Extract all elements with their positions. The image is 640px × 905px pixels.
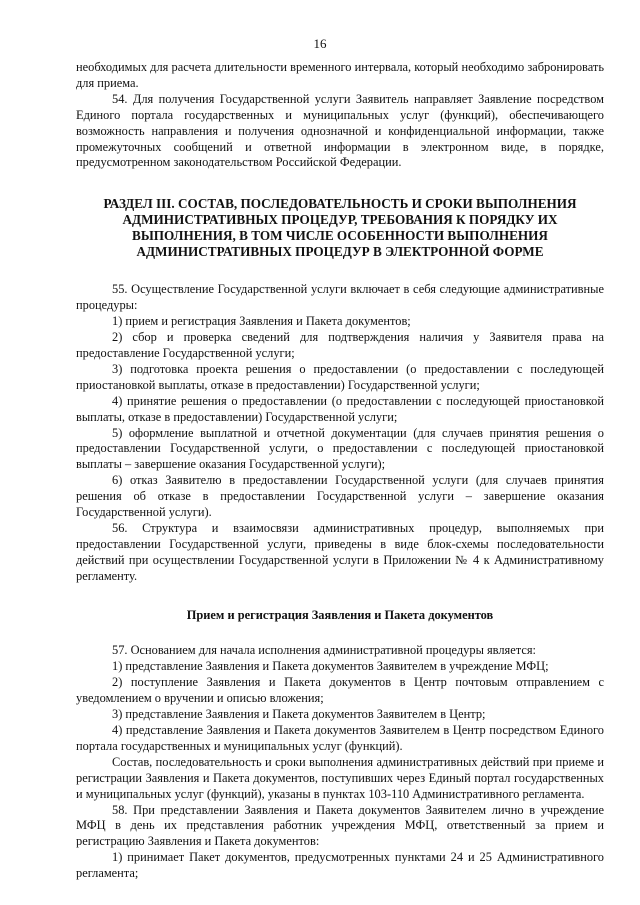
paragraph-continuation: необходимых для расчета длительности временного интервала, который необходимо забронировать для приема. [76, 60, 604, 90]
list-item-57-1: 1) представление Заявления и Пакета документов Заявителем в учреждение МФЦ; [112, 659, 549, 674]
paragraph-58: 58. При представлении Заявления и Пакета документов Заявителем лично в учреждение МФЦ в день их представления работник учреждения МФЦ, ответственный за прием и регистрацию Заявления и Пакета документов: [76, 802, 604, 849]
list-item-55-2: 2) сбор и проверка сведений для подтверждения наличия у Заявителя права на предоставление Государственной услуги; [76, 330, 604, 360]
paragraph-54: 54. Для получения Государственной услуги Заявитель направляет Заявление посредством Единого портала государственных и муниципальных услуг (функций), обеспечивающего возможность направления и получения однозначной и конфиденциальной информации, также промежуточных сообщений и ответной информации в электронном виде, в порядке, предусмотренном законодательством Российской Федерации. [76, 91, 604, 170]
subsection-heading: Прием и регистрация Заявления и Пакета документов [186, 607, 494, 622]
document-body [76, 60, 604, 882]
list-item-57-2: 2) поступление Заявления и Пакета документов в Центр почтовым отправлением с уведомлением о вручении и описью вложения; [76, 675, 604, 706]
list-item-55-3: 3) подготовка проекта решения о предоставлении (о предоставлении с последующей приостановкой выплаты, отказе в предоставлении) Государственной услуги; [76, 361, 604, 392]
list-item-55-1: 1) прием и регистрация Заявления и Пакета документов; [112, 314, 411, 329]
paragraph-56: 56. Структура и взаимосвязи административных процедур, выполняемых при предоставлении Государственной услуги, приведены в виде блок-схемы последовательности действий при осуществлении Государственной услуги в Приложении № 4 к Административному регламенту. [76, 520, 604, 583]
paragraph-55: 55. Осуществление Государственной услуги включает в себя следующие административные процедуры: [76, 282, 604, 313]
list-item-57-3: 3) представление Заявления и Пакета документов Заявителем в Центр; [112, 707, 486, 722]
section-heading: РАЗДЕЛ III. СОСТАВ, ПОСЛЕДОВАТЕЛЬНОСТЬ И СРОКИ ВЫПОЛНЕНИЯ АДМИНИСТРАТИВНЫХ ПРОЦЕДУР, ТРЕБОВАНИЯ К ПОРЯДКУ ИХ ВЫПОЛНЕНИЯ, В ТОМ ЧИСЛЕ ОСОБЕННОСТИ ВЫПОЛНЕНИЯ АДМИНИСТРАТИВНЫХ ПРОЦЕДУР В ЭЛЕКТРОННОЙ ФОРМЕ [103, 196, 577, 260]
list-item-55-5: 5) оформление выплатной и отчетной документации (для случаев принятия решения о предоставлении Государственной услуги, о предоставлении с последующей приостановкой выплаты – завершение оказания Государственной услуги); [76, 425, 604, 472]
page-number: 16 [313, 36, 327, 51]
paragraph-57: 57. Основанием для начала исполнения административной процедуры является: [112, 643, 536, 658]
list-item-55-6: 6) отказ Заявителю в предоставлении Государственной услуги (для случаев принятия решения об отказе в предоставлении Государственной услуги – завершение оказания Государственной услуги). [76, 473, 604, 520]
list-item-57-4: 4) представление Заявления и Пакета документов Заявителем в Центр посредством Единого портала государственных и муниципальных услуг (функций). [76, 723, 604, 753]
list-item-55-4: 4) принятие решения о предоставлении (о предоставлении с последующей приостановкой выплаты, отказе в предоставлении) Государственной услуги; [76, 393, 604, 424]
list-item-58-1: 1) принимает Пакет документов, предусмотренных пунктами 24 и 25 Административного регламента; [76, 850, 604, 881]
paragraph-57-tail: Состав, последовательность и сроки выполнения административных действий при приеме и регистрации Заявления и Пакета документов, поступивших через Единый портал государственных и муниципальных услуг (функций), указаны в пунктах 103-110 Административного регламента. [76, 754, 604, 801]
